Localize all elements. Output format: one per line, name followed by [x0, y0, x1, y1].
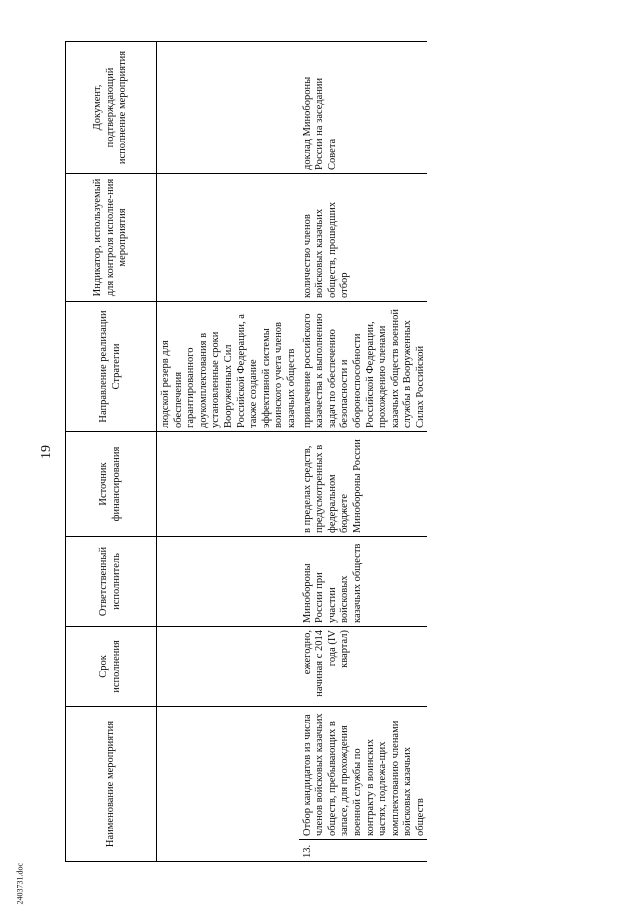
row-number: 13.	[299, 840, 428, 862]
cell-empty	[157, 536, 299, 626]
cell-name: Отбор кандидатов из числа членов войсковых казачьих обществ, пребывающих в запасе, для прохождения военной службы по контракту в воинских частях, подлежа-щих комплектованию членами войсковых казачьих обществ	[299, 706, 428, 839]
table-row-continued	[157, 41, 299, 861]
cell-source: в пределах средств, предусмотренных в федеральном бюджете Минобороны России	[299, 431, 428, 536]
header-source: Источник финансирования	[66, 431, 157, 536]
header-name: Наименование мероприятия	[66, 706, 157, 861]
header-indicator: Индикатор, используемый для контроля исполне-ния мероприятия	[66, 173, 157, 301]
cell-executor: Минобороны России при участии войсковых казачьих обществ	[299, 536, 428, 626]
table-row-13	[299, 41, 428, 861]
footer-doc-code: 2403731.doc	[15, 862, 25, 905]
cell-empty	[157, 41, 299, 173]
cell-empty	[157, 706, 299, 861]
cell-document: доклад Минобороны России на заседании Совета	[299, 41, 428, 173]
cell-indicator: количество членов войсковых казачьих обществ, прошедших отбор	[299, 173, 428, 301]
cell-direction-continued: людской резерв для обеспечения гарантированного доукомплектования в установленные сроки Вооруженных Сил Российской Федерации, а также создание эффективной системы воинского учета членов казачьих обществ	[157, 301, 299, 431]
cell-direction: привлечение российского казачества к выполнению задач по обеспечению безопасности и обороноспособности Российской Федерации, прохождению членами казачьих обществ военной службы в Вооруженных Силах Российской	[299, 301, 428, 431]
measures-table	[65, 41, 427, 862]
cell-empty	[157, 431, 299, 536]
cell-empty	[157, 173, 299, 301]
header-executor: Ответственный исполнитель	[66, 536, 157, 626]
header-row	[66, 41, 157, 861]
header-term: Срок исполнения	[66, 626, 157, 706]
rotated-table-container	[65, 42, 615, 862]
page-number: 19	[39, 445, 54, 459]
header-direction: Направление реализации Стратегии	[66, 301, 157, 431]
header-document: Документ, подтверждающий исполнение мероприятия	[66, 41, 157, 173]
cell-term: ежегодно, начиная с 2014 года (IV квартал)	[299, 626, 428, 706]
cell-empty	[157, 626, 299, 706]
